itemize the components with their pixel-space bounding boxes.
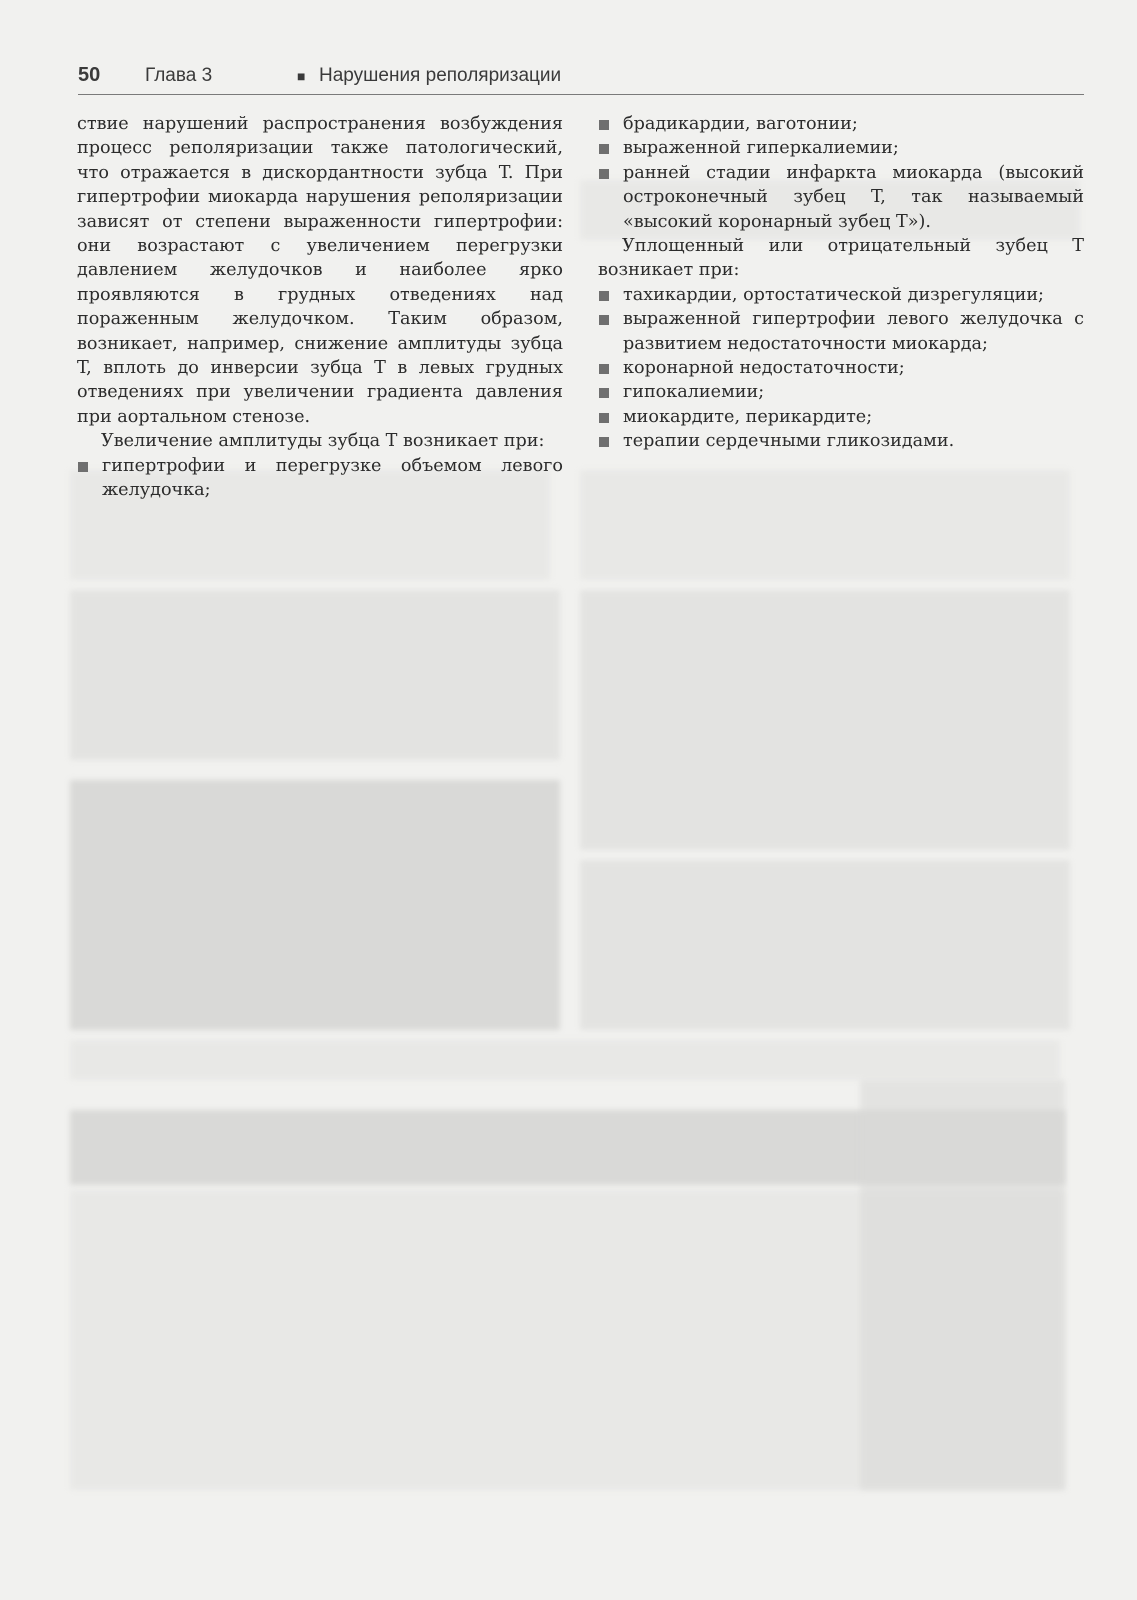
bullet-square-icon [599,413,609,423]
list-item-text: тахикардии, ортостатической дизрегуляции; [623,284,1044,305]
list-item [598,380,1084,404]
page-header [78,58,1084,95]
bullet-list [598,112,1084,234]
list-item [598,356,1084,380]
page-number: 50 [78,64,101,86]
chapter-label: Глава 3 [145,65,213,86]
bullet-square-icon [599,437,609,447]
bullet-square-icon [599,144,609,154]
list-item-text: выраженной гипертрофии левого желудочка с развитием недостаточности миокарда; [623,309,1084,354]
list-item [598,136,1084,160]
list-item-text: терапии сердечными гликозидами. [623,431,955,452]
bullet-square-icon [599,364,609,374]
right-column [598,112,1084,454]
list-item [598,307,1084,356]
bullet-list [77,454,563,503]
bullet-square-icon [599,388,609,398]
chapter-title: Нарушения реполяризации [319,65,562,86]
bullet-square-icon [78,462,88,472]
paragraph: ствие нарушений распространения возбуждения процесс реполяризации также патологический, что отражается в дискордантности зубца T. При гипертрофии миокарда нарушения реполяризации зависят от степени выраженности гипертрофии: они возрастают с увеличением перегрузки давлением желудочков и наиболее ярко проявляются в грудных отведениях над пораженным желудочком. Таким образом, возникает, например, снижение амплитуды зубца T, вплоть до инверсии зубца T в левых грудных отведениях при увеличении градиента давления при аортальном стенозе. [77,114,563,427]
bullet-square-icon [599,120,609,130]
list-item [598,283,1084,307]
list-item-text: коронарной недостаточности; [623,358,905,379]
list-item [77,454,563,503]
paragraph: Увеличение амплитуды зубца T возникает при: [101,431,545,452]
list-item [598,429,1084,453]
bullet-square-icon [599,315,609,325]
list-item-text: выраженной гиперкалиемии; [623,138,899,159]
list-item-text: гипокалиемии; [623,382,765,403]
list-item [598,161,1084,234]
header-separator: ■ [297,68,306,84]
list-item [598,112,1084,136]
bullet-square-icon [599,291,609,301]
list-item-text: брадикардии, ваготонии; [623,114,858,134]
list-item-text: миокардите, перикардите; [623,406,873,427]
bullet-square-icon [599,169,609,179]
left-column [77,112,563,503]
paragraph: Уплощенный или отрицательный зубец T возникает при: [598,236,1084,281]
list-item-text: ранней стадии инфаркта миокарда (высокий остроконечный зубец T, так называемый «высокий коронарный зубец T»). [623,162,1084,232]
list-item [598,405,1084,429]
list-item-text: гипертрофии и перегрузке объемом левого желудочка; [102,455,563,501]
bullet-list [598,283,1084,454]
